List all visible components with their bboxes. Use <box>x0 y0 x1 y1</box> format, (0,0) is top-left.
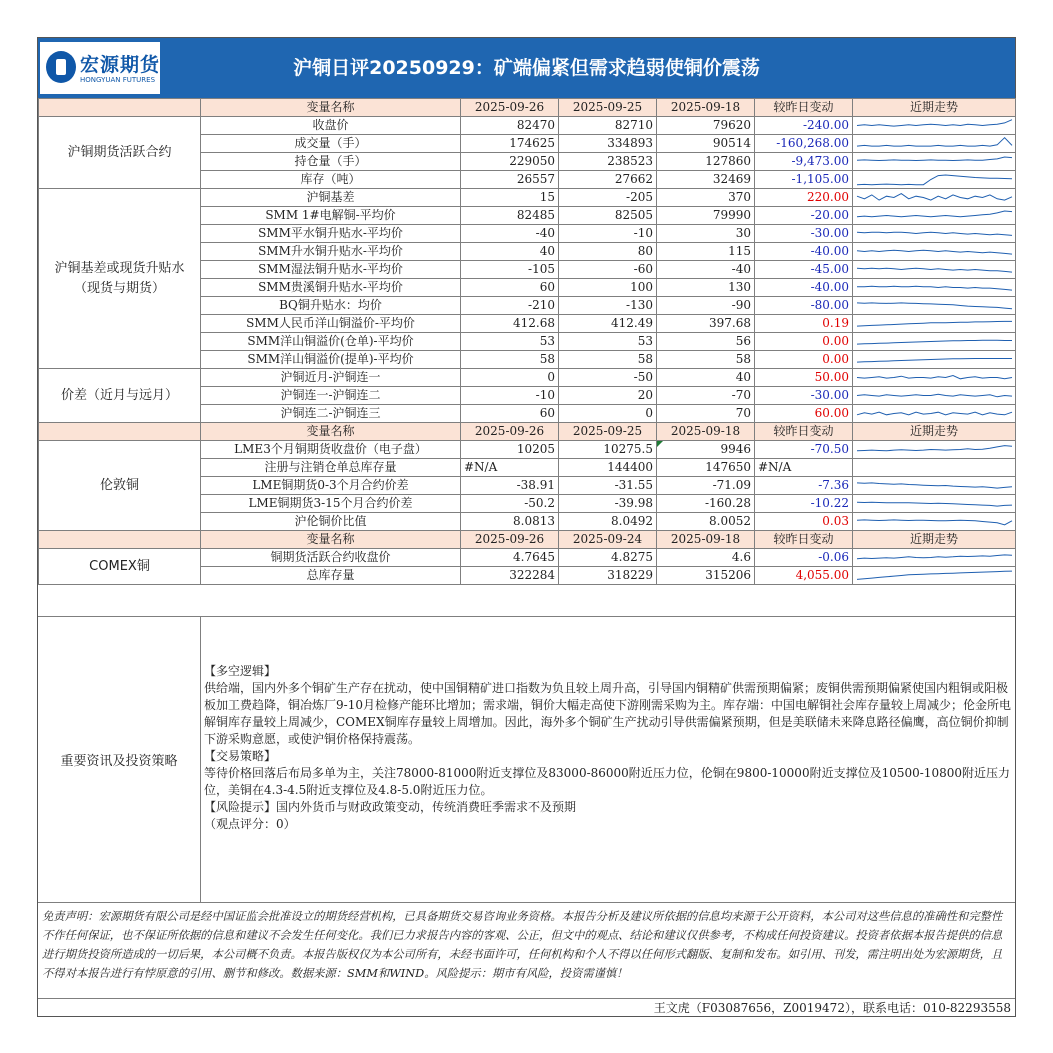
group-label: COMEX铜 <box>39 549 201 585</box>
value-cell: 115 <box>657 243 755 261</box>
value-cell: -38.91 <box>461 477 559 495</box>
change-cell: -10.22 <box>755 495 853 513</box>
header-variable: 变量名称 <box>201 99 461 117</box>
header-variable: 变量名称 <box>201 531 461 549</box>
value-cell: 9946 <box>657 441 755 459</box>
value-cell: 82485 <box>461 207 559 225</box>
trend-sparkline <box>853 153 1016 170</box>
variable-name: SMM 1#电解铜-平均价 <box>201 207 461 225</box>
change-cell: 0.00 <box>755 333 853 351</box>
value-cell: 58 <box>657 351 755 369</box>
variable-name: SMM贵溪铜升贴水-平均价 <box>201 279 461 297</box>
change-cell: -1,105.00 <box>755 171 853 189</box>
trend-cell <box>853 261 1016 279</box>
trend-cell <box>853 315 1016 333</box>
variable-name: 沪铜连二-沪铜连三 <box>201 405 461 423</box>
trend-cell <box>853 351 1016 369</box>
value-cell: 144400 <box>559 459 657 477</box>
trend-cell <box>853 387 1016 405</box>
value-cell: 8.0492 <box>559 513 657 531</box>
trend-sparkline <box>853 189 1016 206</box>
change-cell: -7.36 <box>755 477 853 495</box>
trend-line <box>857 250 1012 254</box>
trend-sparkline <box>853 387 1016 404</box>
header-trend: 近期走势 <box>853 531 1016 549</box>
variable-name: LME铜期货3-15个月合约价差 <box>201 495 461 513</box>
value-cell: 334893 <box>559 135 657 153</box>
change-cell: 220.00 <box>755 189 853 207</box>
header-blank <box>39 99 201 117</box>
value-cell: 60 <box>461 279 559 297</box>
trend-cell <box>853 513 1016 531</box>
trend-sparkline <box>853 171 1016 188</box>
value-cell: 40 <box>461 243 559 261</box>
header-change: 较昨日变动 <box>755 531 853 549</box>
strategy-paragraph: 【多空逻辑】 <box>204 664 277 678</box>
trend-cell <box>853 333 1016 351</box>
value-cell: 238523 <box>559 153 657 171</box>
report-sheet <box>37 37 1016 1017</box>
value-cell: 370 <box>657 189 755 207</box>
variable-name: 沪铜连一-沪铜连二 <box>201 387 461 405</box>
value-cell: 8.0813 <box>461 513 559 531</box>
variable-name: SMM人民币洋山铜溢价-平均价 <box>201 315 461 333</box>
trend-cell <box>853 405 1016 423</box>
value-cell: 0 <box>461 369 559 387</box>
value-cell: -50.2 <box>461 495 559 513</box>
value-cell: 53 <box>559 333 657 351</box>
change-cell: -40.00 <box>755 243 853 261</box>
trend-sparkline <box>853 459 1016 476</box>
trend-cell <box>853 279 1016 297</box>
value-cell: 82710 <box>559 117 657 135</box>
value-cell: 79990 <box>657 207 755 225</box>
trend-cell <box>853 207 1016 225</box>
trend-line <box>857 520 1012 525</box>
trend-sparkline <box>853 135 1016 152</box>
variable-name: SMM湿法铜升贴水-平均价 <box>201 261 461 279</box>
variable-name: 持仓量（手） <box>201 153 461 171</box>
variable-name: SMM升水铜升贴水-平均价 <box>201 243 461 261</box>
trend-sparkline <box>853 333 1016 350</box>
variable-name: SMM洋山铜溢价(仓单)-平均价 <box>201 333 461 351</box>
header-variable: 变量名称 <box>201 423 461 441</box>
trend-sparkline <box>853 315 1016 332</box>
value-cell: -10 <box>559 225 657 243</box>
trend-sparkline <box>853 495 1016 512</box>
variable-name: 沪铜近月-沪铜连一 <box>201 369 461 387</box>
header-trend: 近期走势 <box>853 99 1016 117</box>
value-cell: 412.49 <box>559 315 657 333</box>
trend-cell <box>853 495 1016 513</box>
trend-sparkline <box>853 513 1016 530</box>
value-cell: 56 <box>657 333 755 351</box>
value-cell: -70 <box>657 387 755 405</box>
trend-sparkline <box>853 117 1016 134</box>
value-cell: #N/A <box>461 459 559 477</box>
value-cell: -90 <box>657 297 755 315</box>
header-row <box>39 531 1016 549</box>
header-date-1: 2025-09-26 <box>461 423 559 441</box>
value-cell: 10275.5 <box>559 441 657 459</box>
variable-name: 总库存量 <box>201 567 461 585</box>
strategy-label: 重要资讯及投资策略 <box>38 617 201 902</box>
value-cell: 130 <box>657 279 755 297</box>
trend-sparkline <box>853 225 1016 242</box>
variable-name: 沪铜基差 <box>201 189 461 207</box>
value-cell: 32469 <box>657 171 755 189</box>
report-title: 沪铜日评20250929：矿端偏紧但需求趋弱使铜价震荡 <box>293 57 760 79</box>
value-cell: -105 <box>461 261 559 279</box>
value-cell: -160.28 <box>657 495 755 513</box>
value-cell: -130 <box>559 297 657 315</box>
value-cell: 4.6 <box>657 549 755 567</box>
value-cell: 82470 <box>461 117 559 135</box>
trend-cell <box>853 243 1016 261</box>
value-cell: 70 <box>657 405 755 423</box>
table-row <box>39 117 1016 135</box>
trend-line <box>857 376 1012 379</box>
variable-name: LME3个月铜期货收盘价（电子盘） <box>201 441 461 459</box>
value-cell: 10205 <box>461 441 559 459</box>
title-banner <box>38 38 1015 98</box>
header-date-1: 2025-09-26 <box>461 531 559 549</box>
header-row <box>39 423 1016 441</box>
change-cell: 4,055.00 <box>755 567 853 585</box>
value-cell: 229050 <box>461 153 559 171</box>
variable-name: SMM洋山铜溢价(提单)-平均价 <box>201 351 461 369</box>
group-label: 价差（近月与远月） <box>39 369 201 423</box>
value-cell: 318229 <box>559 567 657 585</box>
header-date-3: 2025-09-18 <box>657 99 755 117</box>
variable-name: 成交量（手） <box>201 135 461 153</box>
value-cell: 80 <box>559 243 657 261</box>
strategy-paragraph: （观点评分：0） <box>204 817 296 831</box>
header-change: 较昨日变动 <box>755 99 853 117</box>
value-cell: -205 <box>559 189 657 207</box>
trend-line <box>857 502 1012 506</box>
trend-line <box>857 394 1012 397</box>
value-cell: 397.68 <box>657 315 755 333</box>
trend-cell <box>853 297 1016 315</box>
trend-line <box>857 175 1012 185</box>
trend-line <box>857 120 1012 126</box>
table-row <box>39 369 1016 387</box>
value-cell: 0 <box>559 405 657 423</box>
header-date-2: 2025-09-24 <box>559 531 657 549</box>
table-row <box>39 189 1016 207</box>
analyst-contact: 王文虎（F03087656，Z0019472），联系电话：010-82293558 <box>38 998 1015 1017</box>
trend-line <box>857 268 1012 272</box>
header-date-2: 2025-09-25 <box>559 423 657 441</box>
trend-cell <box>853 459 1016 477</box>
logo-name-en: HONGYUAN FUTURES <box>80 76 156 84</box>
trend-line <box>857 340 1012 344</box>
change-cell: -70.50 <box>755 441 853 459</box>
trend-line <box>857 211 1012 217</box>
change-cell: -30.00 <box>755 225 853 243</box>
trend-line <box>857 446 1012 451</box>
value-cell: 30 <box>657 225 755 243</box>
group-label: 沪铜期货活跃合约 <box>39 117 201 189</box>
table-row <box>39 441 1016 459</box>
value-cell: 79620 <box>657 117 755 135</box>
trend-cell <box>853 441 1016 459</box>
trend-sparkline <box>853 207 1016 224</box>
trend-cell <box>853 117 1016 135</box>
variable-name: SMM平水铜升贴水-平均价 <box>201 225 461 243</box>
header-trend: 近期走势 <box>853 423 1016 441</box>
disclaimer-text: 免责声明：宏源期货有限公司是经中国证监会批准设立的期货经营机构，已具备期货交易咨询业务资格。本报告分析及建议所依据的信息均来源于公开资料，本公司对这些信息的准确性和完整性不作任何保证，也不保证所依据的信息和建议不会发生任何变化。我们已力求报告内容的客观、公正，但文中的观点、结论和建议仅供参考，不构成任何投资建议。投资者依据本报告提供的信息进行期货投资所造成的一切后果，本公司概不负责。本报告版权仅为本公司所有，未经书面许可，任何机构和个人不得以任何形式翻版、复制和发布。如引用、刊发，需注明出处为宏源期货，且不得对本报告进行有悖原意的引用、删节和修改。数据来源：SMM和WIND。风险提示：期市有风险，投资需谨慎！ <box>38 902 1015 998</box>
logo-name-cn: 宏源期货 <box>80 54 161 76</box>
trend-line <box>857 157 1012 161</box>
header-date-3: 2025-09-18 <box>657 531 755 549</box>
trend-line <box>857 321 1012 326</box>
group-label: 伦敦铜 <box>39 441 201 531</box>
strategy-paragraph: 【交易策略】 <box>204 749 277 763</box>
header-change: 较昨日变动 <box>755 423 853 441</box>
trend-line <box>857 286 1012 290</box>
trend-cell <box>853 135 1016 153</box>
value-cell: 100 <box>559 279 657 297</box>
trend-sparkline <box>853 477 1016 494</box>
value-cell: 53 <box>461 333 559 351</box>
value-cell: 315206 <box>657 567 755 585</box>
trend-sparkline <box>853 549 1016 566</box>
value-cell: -50 <box>559 369 657 387</box>
group-label: 沪铜基差或现货升贴水（现货与期货） <box>39 189 201 369</box>
value-cell: 60 <box>461 405 559 423</box>
value-cell: -210 <box>461 297 559 315</box>
strategy-paragraph: 【风险提示】国内外货币与财政政策变动，传统消费旺季需求不及预期 <box>204 800 577 814</box>
change-cell: 50.00 <box>755 369 853 387</box>
trend-line <box>857 412 1012 415</box>
trend-cell <box>853 477 1016 495</box>
value-cell: 8.0052 <box>657 513 755 531</box>
trend-sparkline <box>853 567 1016 584</box>
trend-cell <box>853 189 1016 207</box>
change-cell: -20.00 <box>755 207 853 225</box>
value-cell: 58 <box>461 351 559 369</box>
value-cell: 4.8275 <box>559 549 657 567</box>
header-date-2: 2025-09-25 <box>559 99 657 117</box>
variable-name: 沪伦铜价比值 <box>201 513 461 531</box>
value-cell: -10 <box>461 387 559 405</box>
change-cell: -240.00 <box>755 117 853 135</box>
change-cell: 0.19 <box>755 315 853 333</box>
trend-sparkline <box>853 405 1016 422</box>
trend-sparkline <box>853 369 1016 386</box>
trend-cell <box>853 225 1016 243</box>
change-cell: -30.00 <box>755 387 853 405</box>
trend-line <box>857 303 1012 309</box>
value-cell: 412.68 <box>461 315 559 333</box>
change-cell: -40.00 <box>755 279 853 297</box>
trend-cell <box>853 549 1016 567</box>
change-cell: -45.00 <box>755 261 853 279</box>
value-cell: 90514 <box>657 135 755 153</box>
trend-sparkline <box>853 279 1016 296</box>
trend-line <box>857 555 1012 559</box>
trend-line <box>857 483 1012 488</box>
data-table <box>38 98 1016 585</box>
change-cell: -160,268.00 <box>755 135 853 153</box>
value-cell: -71.09 <box>657 477 755 495</box>
trend-sparkline <box>853 297 1016 314</box>
value-cell: 322284 <box>461 567 559 585</box>
trend-line <box>857 138 1012 146</box>
value-cell: 58 <box>559 351 657 369</box>
trend-sparkline <box>853 441 1016 458</box>
value-cell: 15 <box>461 189 559 207</box>
value-cell: -31.55 <box>559 477 657 495</box>
trend-sparkline <box>853 243 1016 260</box>
value-cell: 20 <box>559 387 657 405</box>
trend-cell <box>853 153 1016 171</box>
variable-name: LME铜期货0-3个月合约价差 <box>201 477 461 495</box>
value-cell: -40 <box>461 225 559 243</box>
header-date-1: 2025-09-26 <box>461 99 559 117</box>
variable-name: 收盘价 <box>201 117 461 135</box>
value-cell: 26557 <box>461 171 559 189</box>
trend-sparkline <box>853 261 1016 278</box>
value-cell: -39.98 <box>559 495 657 513</box>
value-cell: -60 <box>559 261 657 279</box>
variable-name: 铜期货活跃合约收盘价 <box>201 549 461 567</box>
strategy-section <box>38 616 1015 902</box>
change-cell: #N/A <box>755 459 853 477</box>
variable-name: 库存（吨） <box>201 171 461 189</box>
header-blank <box>39 423 201 441</box>
variable-name: 注册与注销仓单总库存量 <box>201 459 461 477</box>
strategy-paragraph: 等待价格回落后布局多单为主，关注78000-81000附近支撑位及83000-86000附近压力位，伦铜在9800-10000附近支撑位及10500-10800附近压力位，美铜在4.3-4.5附近支撑位及4.8-5.0附近压力位。 <box>204 766 1010 797</box>
value-cell: 4.7645 <box>461 549 559 567</box>
strategy-paragraph: 供给端，国内外多个铜矿生产存在扰动，使中国铜精矿进口指数为负且较上周升高，引导国内铜精矿供需预期偏紧；废铜供需预期偏紧使国内粗铜或阳极板加工费趋降，铜冶炼厂9-10月检修产能环比增加；需求端，铜价大幅走高使下游刚需采购为主。库存端：中国电解铜社会库存量较上周减少；伦金所电解铜库存量较上周减少，COMEX铜库存量较上周增加。因此，海外多个铜矿生产扰动引导供需偏紧预期，但是美联储未来降息路径偏鹰，高位铜价抑制下游采购意愿，或使沪铜价格保持震荡。 <box>204 681 1011 746</box>
change-cell: -80.00 <box>755 297 853 315</box>
change-cell: 0.00 <box>755 351 853 369</box>
value-cell: 174625 <box>461 135 559 153</box>
value-cell: 147650 <box>657 459 755 477</box>
trend-cell <box>853 567 1016 585</box>
change-cell: -0.06 <box>755 549 853 567</box>
change-cell: 60.00 <box>755 405 853 423</box>
value-cell: 40 <box>657 369 755 387</box>
trend-cell <box>853 369 1016 387</box>
change-cell: 0.03 <box>755 513 853 531</box>
table-row <box>39 549 1016 567</box>
value-cell: 27662 <box>559 171 657 189</box>
strategy-text <box>204 663 1011 833</box>
variable-name: BQ铜升贴水：均价 <box>201 297 461 315</box>
trend-line <box>857 194 1012 201</box>
change-cell: -9,473.00 <box>755 153 853 171</box>
trend-sparkline <box>853 351 1016 368</box>
trend-line <box>857 359 1012 363</box>
header-blank <box>39 531 201 549</box>
header-date-3: 2025-09-18 <box>657 423 755 441</box>
trend-line <box>857 232 1012 235</box>
value-cell: -40 <box>657 261 755 279</box>
header-row <box>39 99 1016 117</box>
trend-line <box>857 571 1012 579</box>
trend-cell <box>853 171 1016 189</box>
value-cell: 127860 <box>657 153 755 171</box>
value-cell: 82505 <box>559 207 657 225</box>
